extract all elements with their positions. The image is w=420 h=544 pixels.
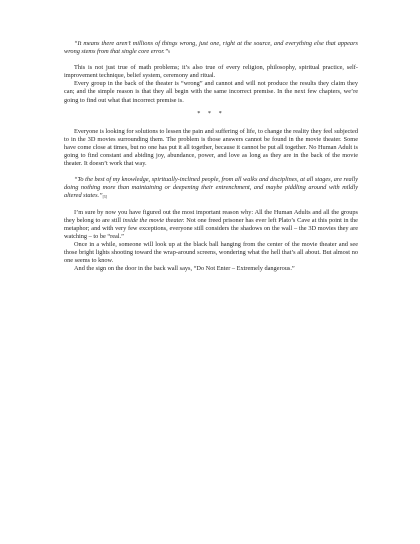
quote-text: “It means there aren’t millions of things wrong, just one, right at the source, and everything else that appears wrong stems from that single core error.” bbox=[64, 40, 358, 56]
body-paragraph bbox=[64, 209, 358, 241]
emphasized-text: inside the movie theater. bbox=[122, 216, 185, 224]
body-paragraph: Everyone is looking for solutions to lessen the pain and suffering of life, to change the reality they feel subjected to in the 3D movies surrounding them. The problem is those answers cannot be found in the movie theater. Some have come close at times, but no one has put it all together, because it cannot be put all together. No Human Adult is going to find constant and abiding joy, abundance, power, and love as long as they are in the back of the movie theater. It doesn’t work that way. bbox=[64, 127, 358, 168]
block-quote bbox=[64, 176, 358, 200]
document-page bbox=[64, 40, 358, 273]
quote-text: “To the best of my knowledge, spiritually-inclined people, from all walks and disciplines, at all stages, are really doing nothing more than maintaining or deepening their entrenchment, and maybe piddling around with mildly altered states.” bbox=[64, 176, 358, 200]
body-paragraph: Once in a while, someone will look up at the black ball hanging from the center of the movie theater and see those bright lights shooting toward the wrap-around screens, wondering what the hell that’s all about. But almost no one seems to know. bbox=[64, 240, 358, 265]
section-separator: * * * bbox=[197, 109, 225, 117]
footnote-marker: 6 bbox=[168, 50, 170, 55]
body-paragraph: This is not just true of math problems; it’s also true of every religion, philosophy, spiritual practice, self-improvement technique, belief system, ceremony and ritual. bbox=[64, 64, 358, 80]
body-paragraph: Every group in the back of the theater is “wrong” and cannot and will not produce the results they claim they can; and the simple reason is that they all begin with the same incorrect premise. In the next few chapters, we’re going to find out what that incorrect premise is. bbox=[64, 80, 358, 104]
footnote-marker: [3] bbox=[102, 194, 107, 199]
text-run: Not one freed prisoner has ever left Plato’s Cave at this point in the metaphor; and with very few exceptions, everyone still considers the shadows on the wall – the 3D movies they are watching – to be “real.” bbox=[64, 216, 358, 240]
block-quote-opening bbox=[64, 40, 358, 56]
text-run: I’m sure by now you have figured out the most important reason why: All the Human Adults and all the groups they belong to are still bbox=[64, 208, 358, 224]
body-paragraph: And the sign on the door in the back wall says, “Do Not Enter – Extremely dangerous.” bbox=[74, 265, 295, 273]
